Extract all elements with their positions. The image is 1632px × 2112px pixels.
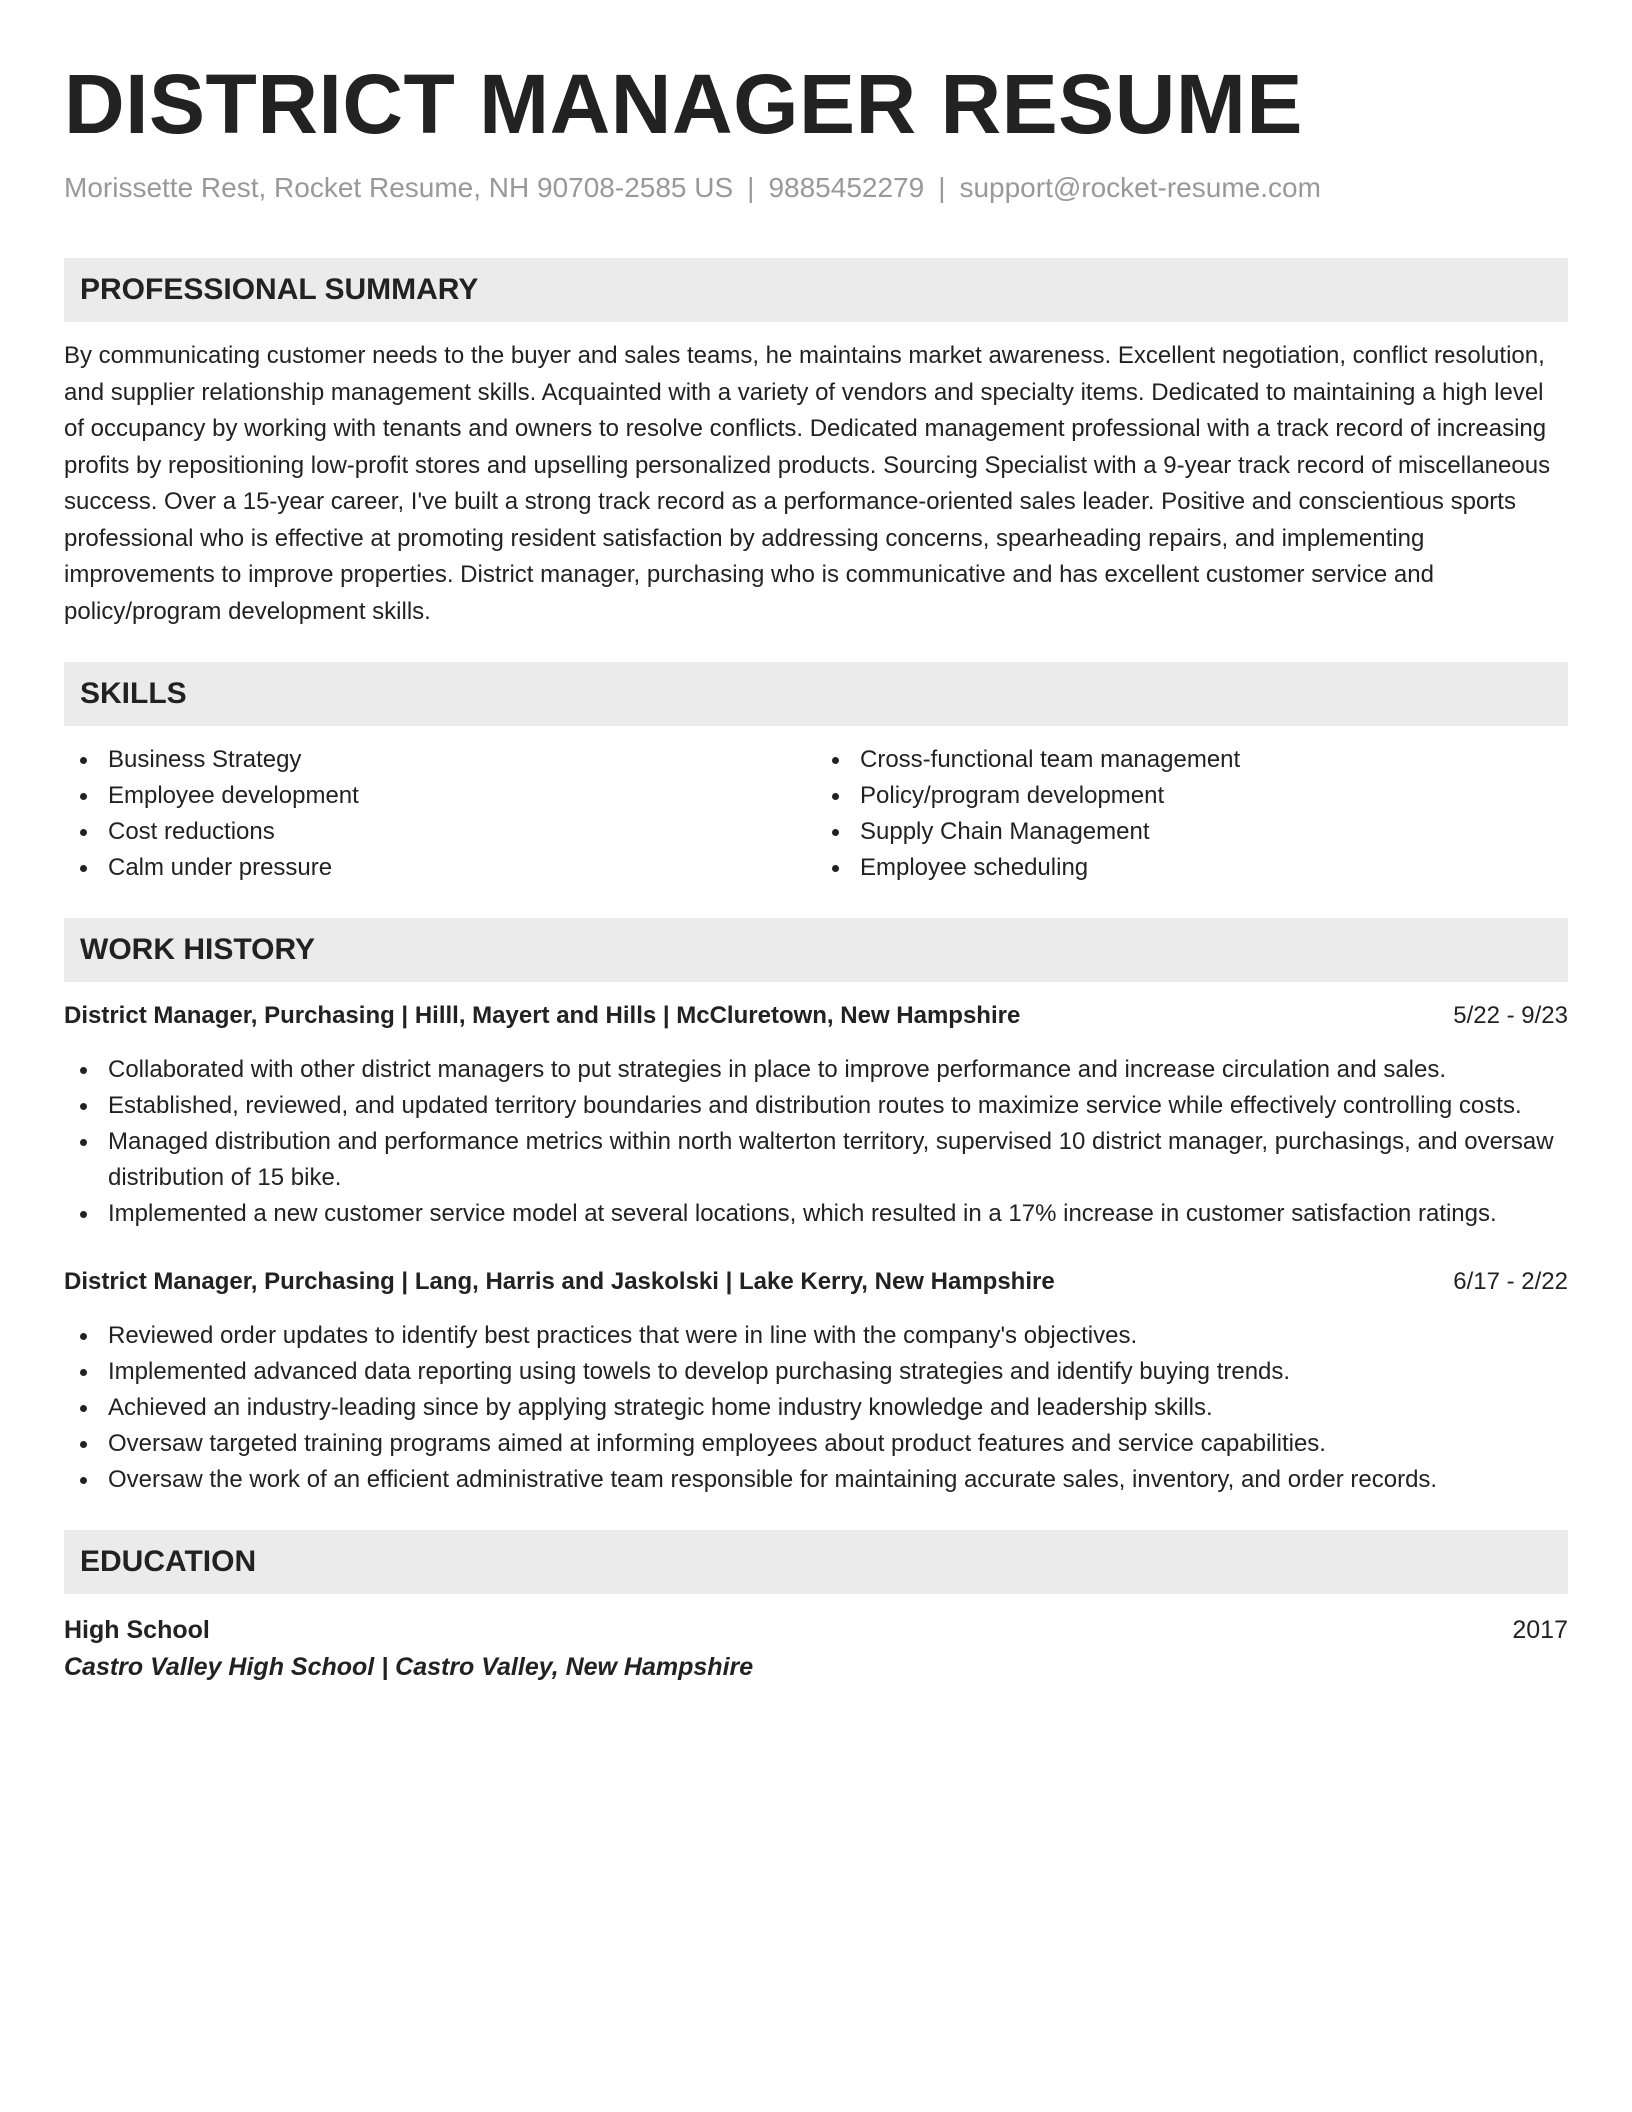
- skills-column-left: [64, 742, 816, 886]
- section-header-summary: PROFESSIONAL SUMMARY: [64, 258, 1568, 322]
- contact-separator: |: [938, 172, 946, 203]
- job-bullet: Implemented advanced data reporting using towels to develop purchasing strategies and identify buying trends.: [64, 1354, 1568, 1390]
- job-bullets: [64, 1052, 1568, 1232]
- skill-item: Supply Chain Management: [816, 814, 1568, 850]
- summary-paragraph: By communicating customer needs to the buyer and sales teams, he maintains market awareness. Excellent negotiation, conflict resolution, and supplier relationship management skills. Acquainted with a variety of vendors and specialty items. Dedicated to maintaining a high level of occupancy by working with tenants and owners to resolve conflicts. Dedicated management professional with a track record of increasing profits by repositioning low-profit stores and upselling personalized products. Sourcing Specialist with a 9-year track record of miscellaneous success. Over a 15-year career, I've built a strong track record as a performance-oriented sales leader. Positive and conscientious sports professional who is effective at promoting resident satisfaction by addressing concerns, spearheading repairs, and implementing improvements to improve properties. District manager, purchasing who is communicative and has excellent customer service and policy/program development skills.: [64, 342, 1551, 625]
- job-bullet: Reviewed order updates to identify best practices that were in line with the company's objectives.: [64, 1318, 1568, 1354]
- job-bullet: Oversaw the work of an efficient administrative team responsible for maintaining accurate sales, inventory, and order records.: [64, 1462, 1568, 1498]
- contact-address: Morissette Rest, Rocket Resume, NH 90708-2585 US: [64, 172, 734, 203]
- job-header: [64, 998, 1568, 1034]
- skills-list: [64, 742, 1568, 886]
- job-title: District Manager, Purchasing | Hilll, Mayert and Hills | McCluretown, New Hampshire: [64, 1002, 1021, 1029]
- education-year: 2017: [1512, 1616, 1568, 1644]
- job-title: District Manager, Purchasing | Lang, Harris and Jaskolski | Lake Kerry, New Hampshire: [64, 1268, 1055, 1295]
- skill-item: Policy/program development: [816, 778, 1568, 814]
- job-bullet: Achieved an industry-leading since by applying strategic home industry knowledge and leadership skills.: [64, 1390, 1568, 1426]
- skill-item: Business Strategy: [64, 742, 816, 778]
- contact-email: support@rocket-resume.com: [959, 172, 1321, 203]
- education-school: Castro Valley High School | Castro Valley, New Hampshire: [64, 1653, 754, 1681]
- skill-item: Calm under pressure: [64, 850, 816, 886]
- job-header: [64, 1264, 1568, 1300]
- education-degree: High School: [64, 1616, 210, 1644]
- section-header-education: EDUCATION: [64, 1530, 1568, 1594]
- job-dates: 5/22 - 9/23: [1453, 1002, 1568, 1029]
- job-entry: [64, 1264, 1568, 1498]
- resume-title: DISTRICT MANAGER RESUME: [64, 57, 1303, 151]
- job-bullet: Implemented a new customer service model at several locations, which resulted in a 17% increase in customer satisfaction ratings.: [64, 1196, 1568, 1232]
- job-dates: 6/17 - 2/22: [1453, 1268, 1568, 1295]
- section-header-work-history: WORK HISTORY: [64, 918, 1568, 982]
- job-bullet: Managed distribution and performance metrics within north walterton territory, supervised 10 district manager, purchasings, and oversaw distribution of 15 bike.: [64, 1124, 1568, 1196]
- skill-item: Cross-functional team management: [816, 742, 1568, 778]
- section-header-skills: SKILLS: [64, 662, 1568, 726]
- job-bullet: Established, reviewed, and updated territory boundaries and distribution routes to maximize service while effectively controlling costs.: [64, 1088, 1568, 1124]
- job-bullets: [64, 1318, 1568, 1498]
- education-header: [64, 1612, 1568, 1648]
- contact-line: [64, 170, 1568, 206]
- contact-phone: 9885452279: [768, 172, 925, 203]
- contact-separator: |: [747, 172, 755, 203]
- skill-item: Employee scheduling: [816, 850, 1568, 886]
- job-bullet: Oversaw targeted training programs aimed at informing employees about product features and service capabilities.: [64, 1426, 1568, 1462]
- skill-item: Employee development: [64, 778, 816, 814]
- skills-column-right: [816, 742, 1568, 886]
- job-entry: [64, 998, 1568, 1232]
- skill-item: Cost reductions: [64, 814, 816, 850]
- job-bullet: Collaborated with other district managers to put strategies in place to improve performance and increase circulation and sales.: [64, 1052, 1568, 1088]
